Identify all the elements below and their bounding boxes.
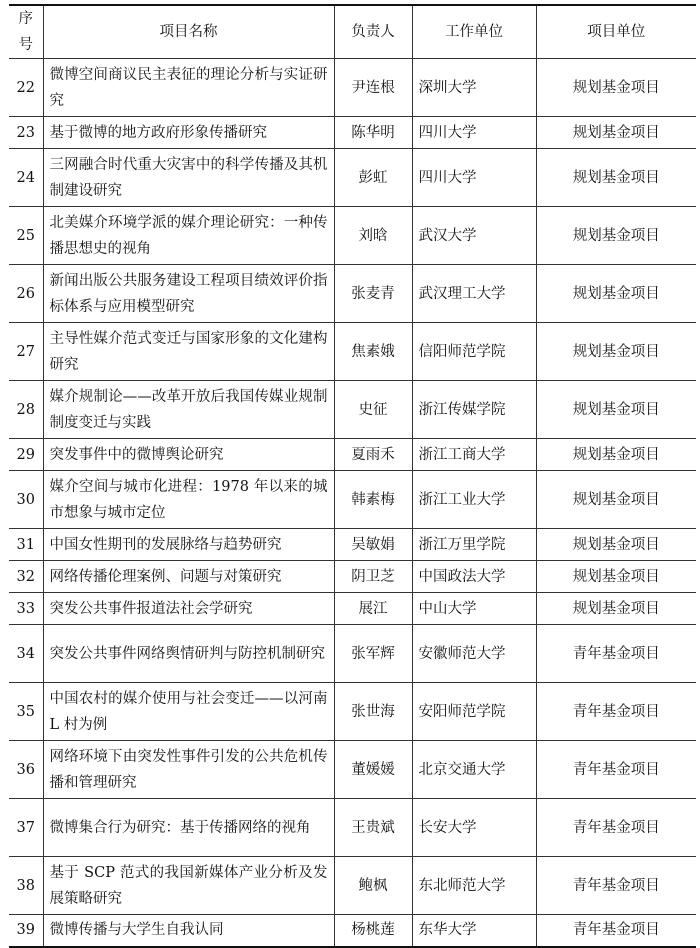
cell-no: 39: [9, 915, 43, 947]
cell-org: 浙江传媒学院: [412, 381, 536, 439]
cell-lead: 夏雨禾: [334, 439, 412, 471]
cell-lead: 尹连根: [334, 59, 412, 117]
cell-project-name: 微博集合行为研究：基于传播网络的视角: [43, 799, 334, 857]
cell-project-name: 突发事件中的微博舆论研究: [43, 439, 334, 471]
cell-project-name: 北美媒介环境学派的媒介理论研究：一种传播思想史的视角: [43, 207, 334, 265]
cell-project-type: 青年基金项目: [536, 741, 696, 799]
cell-project-type: 规划基金项目: [536, 265, 696, 323]
cell-no: 26: [9, 265, 43, 323]
cell-project-type: 规划基金项目: [536, 439, 696, 471]
cell-no: 38: [9, 857, 43, 915]
cell-no: 35: [9, 683, 43, 741]
cell-org: 深圳大学: [412, 59, 536, 117]
cell-project-name: 主导性媒介范式变迁与国家形象的文化建构研究: [43, 323, 334, 381]
table-row: [9, 799, 696, 857]
table-row: [9, 561, 696, 593]
table-row: [9, 117, 696, 149]
table-row: [9, 915, 696, 947]
table-row: [9, 683, 696, 741]
cell-project-type: 规划基金项目: [536, 323, 696, 381]
cell-no: 29: [9, 439, 43, 471]
table-row: [9, 593, 696, 625]
cell-no: 23: [9, 117, 43, 149]
cell-org: 中国政法大学: [412, 561, 536, 593]
cell-lead: 王贵斌: [334, 799, 412, 857]
table-row: [9, 529, 696, 561]
cell-project-name: 网络传播伦理案例、问题与对策研究: [43, 561, 334, 593]
cell-org: 四川大学: [412, 117, 536, 149]
header-project-name: 项目名称: [43, 5, 334, 59]
cell-no: 34: [9, 625, 43, 683]
table-row: [9, 381, 696, 439]
header-org: 工作单位: [412, 5, 536, 59]
cell-no: 33: [9, 593, 43, 625]
cell-org: 安阳师范学院: [412, 683, 536, 741]
header-lead: 负责人: [334, 5, 412, 59]
cell-project-name: 媒介规制论——改革开放后我国传媒业规制制度变迁与实践: [43, 381, 334, 439]
cell-project-name: 网络环境下由突发性事件引发的公共危机传播和管理研究: [43, 741, 334, 799]
cell-project-type: 规划基金项目: [536, 59, 696, 117]
table-row: [9, 149, 696, 207]
table-row: [9, 323, 696, 381]
cell-no: 25: [9, 207, 43, 265]
cell-no: 32: [9, 561, 43, 593]
cell-project-type: 青年基金项目: [536, 915, 696, 947]
cell-org: 浙江工业大学: [412, 471, 536, 529]
table-row: [9, 439, 696, 471]
header-no: 序号: [9, 5, 43, 59]
cell-project-type: 规划基金项目: [536, 381, 696, 439]
table-row: [9, 625, 696, 683]
cell-project-name: 新闻出版公共服务建设工程项目绩效评价指标体系与应用模型研究: [43, 265, 334, 323]
cell-lead: 杨桃莲: [334, 915, 412, 947]
cell-org: 东华大学: [412, 915, 536, 947]
cell-lead: 彭虹: [334, 149, 412, 207]
table-header-row: [9, 5, 696, 59]
cell-lead: 史征: [334, 381, 412, 439]
cell-project-name: 基于 SCP 范式的我国新媒体产业分析及发展策略研究: [43, 857, 334, 915]
cell-project-name: 中国农村的媒介使用与社会变迁——以河南 L 村为例: [43, 683, 334, 741]
cell-lead: 张麦青: [334, 265, 412, 323]
table-row: [9, 471, 696, 529]
cell-no: 27: [9, 323, 43, 381]
cell-project-type: 规划基金项目: [536, 471, 696, 529]
cell-org: 中山大学: [412, 593, 536, 625]
cell-no: 36: [9, 741, 43, 799]
cell-no: 22: [9, 59, 43, 117]
cell-project-name: 微博空间商议民主表征的理论分析与实证研究: [43, 59, 334, 117]
project-table: [9, 4, 696, 948]
cell-no: 28: [9, 381, 43, 439]
cell-project-name: 基于微博的地方政府形象传播研究: [43, 117, 334, 149]
cell-lead: 张军辉: [334, 625, 412, 683]
header-project-type: 项目单位: [536, 5, 696, 59]
cell-org: 浙江万里学院: [412, 529, 536, 561]
cell-org: 浙江工商大学: [412, 439, 536, 471]
cell-no: 37: [9, 799, 43, 857]
cell-project-type: 青年基金项目: [536, 799, 696, 857]
cell-org: 长安大学: [412, 799, 536, 857]
cell-project-type: 规划基金项目: [536, 149, 696, 207]
cell-project-name: 三网融合时代重大灾害中的科学传播及其机制建设研究: [43, 149, 334, 207]
cell-lead: 焦素娥: [334, 323, 412, 381]
cell-project-type: 青年基金项目: [536, 857, 696, 915]
cell-project-name: 微博传播与大学生自我认同: [43, 915, 334, 947]
cell-org: 安徽师范大学: [412, 625, 536, 683]
table-row: [9, 207, 696, 265]
cell-project-type: 规划基金项目: [536, 561, 696, 593]
cell-project-name: 突发公共事件网络舆情研判与防控机制研究: [43, 625, 334, 683]
cell-lead: 张世海: [334, 683, 412, 741]
cell-lead: 吴敏娟: [334, 529, 412, 561]
table-row: [9, 265, 696, 323]
cell-lead: 董媛媛: [334, 741, 412, 799]
cell-lead: 展江: [334, 593, 412, 625]
cell-org: 东北师范大学: [412, 857, 536, 915]
cell-lead: 阴卫芝: [334, 561, 412, 593]
cell-project-type: 规划基金项目: [536, 117, 696, 149]
cell-no: 30: [9, 471, 43, 529]
cell-project-type: 规划基金项目: [536, 593, 696, 625]
cell-org: 武汉理工大学: [412, 265, 536, 323]
cell-project-type: 青年基金项目: [536, 625, 696, 683]
table-row: [9, 857, 696, 915]
cell-project-type: 规划基金项目: [536, 529, 696, 561]
cell-org: 信阳师范学院: [412, 323, 536, 381]
cell-project-type: 规划基金项目: [536, 207, 696, 265]
cell-org: 北京交通大学: [412, 741, 536, 799]
cell-lead: 韩素梅: [334, 471, 412, 529]
cell-lead: 陈华明: [334, 117, 412, 149]
cell-project-name: 中国女性期刊的发展脉络与趋势研究: [43, 529, 334, 561]
cell-project-name: 媒介空间与城市化进程：1978 年以来的城市想象与城市定位: [43, 471, 334, 529]
cell-project-name: 突发公共事件报道法社会学研究: [43, 593, 334, 625]
cell-org: 武汉大学: [412, 207, 536, 265]
cell-org: 四川大学: [412, 149, 536, 207]
table-row: [9, 59, 696, 117]
cell-no: 31: [9, 529, 43, 561]
cell-project-type: 青年基金项目: [536, 683, 696, 741]
table-row: [9, 741, 696, 799]
cell-lead: 刘晗: [334, 207, 412, 265]
cell-lead: 鲍枫: [334, 857, 412, 915]
cell-no: 24: [9, 149, 43, 207]
